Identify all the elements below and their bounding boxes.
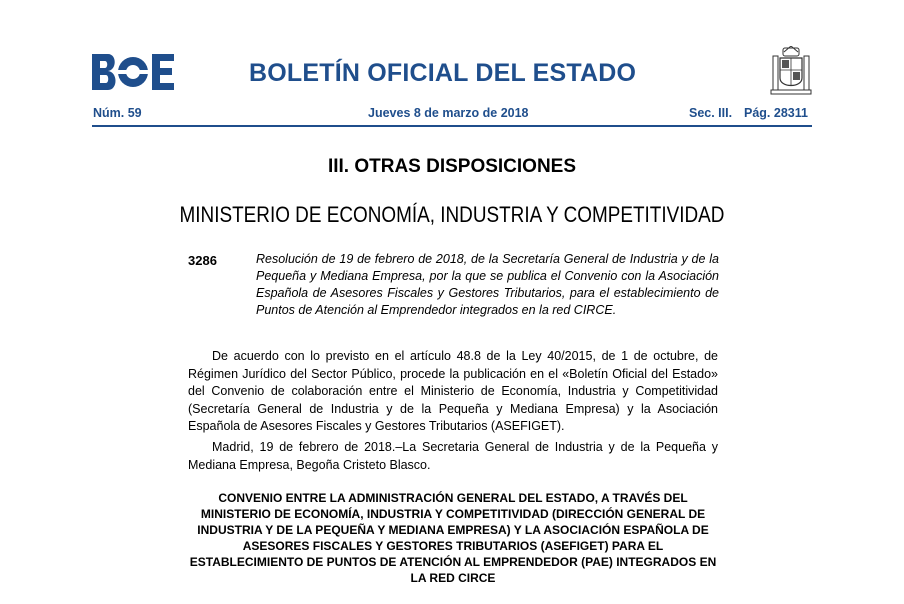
masthead-title: BOLETÍN OFICIAL DEL ESTADO — [249, 59, 637, 87]
resolution-summary: Resolución de 19 de febrero de 2018, de la Secretaría General de Industria y de la Pequeña y Mediana Empresa, por la que se publica el Convenio con la Asociación Española de Asesores Fiscales y Gestores Tributarios, para el establecimiento de Puntos de Atención al Emprendedor integrados en la red CIRCE. — [256, 252, 719, 317]
boe-logo-icon — [92, 54, 174, 90]
page-label: Pág. 28311 — [744, 106, 808, 120]
issue-date: Jueves 8 de marzo de 2018 — [368, 106, 529, 120]
body-paragraph: De acuerdo con lo previsto en el artículo 48.8 de la Ley 40/2015, de 1 de octubre, de Régimen Jurídico del Sector Público, procede la publicación en el «Boletín Oficial del Estado» del Convenio de colaboración entre el Ministerio de Economía, Industria y Competitividad (Secretaría General de Industria y de la Pequeña y Mediana Empresa) y la Asociación Española de Asesores Fiscales y Gestores Tributarios (ASEFIGET). — [188, 349, 718, 433]
header-divider — [92, 125, 812, 127]
section-title: III. OTRAS DISPOSICIONES — [327, 156, 577, 177]
ministry-heading: MINISTERIO DE ECONOMÍA, INDUSTRIA Y COMPETITIVIDAD — [179, 202, 725, 227]
section-label: Sec. III. — [689, 106, 733, 120]
convenio-title: CONVENIO ENTRE LA ADMINISTRACIÓN GENERAL DEL ESTADO, A TRAVÉS DEL MINISTERIO DE ECONOMÍA, INDUSTRIA Y COMPETITIVIDAD (DIRECCIÓN GENERAL DE INDUSTRIA Y DE LA PEQUEÑA Y MEDIANA EMPRESA) Y LA ASOCIACIÓN ESPAÑOLA DE ASESORES FISCALES Y GESTORES TRIBUTARIOS (ASEFIGET) PARA EL ESTABLECIMIENTO DE PUNTOS DE ATENCIÓN AL EMPRENDEDOR (PAE) INTEGRADOS EN LA RED CIRCE — [189, 491, 717, 585]
issue-number: Núm. 59 — [93, 106, 142, 120]
coat-of-arms-icon — [769, 46, 813, 96]
signature-paragraph: Madrid, 19 de febrero de 2018.–La Secretaria General de Industria y de la Pequeña y Mediana Empresa, Begoña Cristeto Blasco. — [188, 440, 718, 472]
document-number: 3286 — [188, 253, 217, 268]
